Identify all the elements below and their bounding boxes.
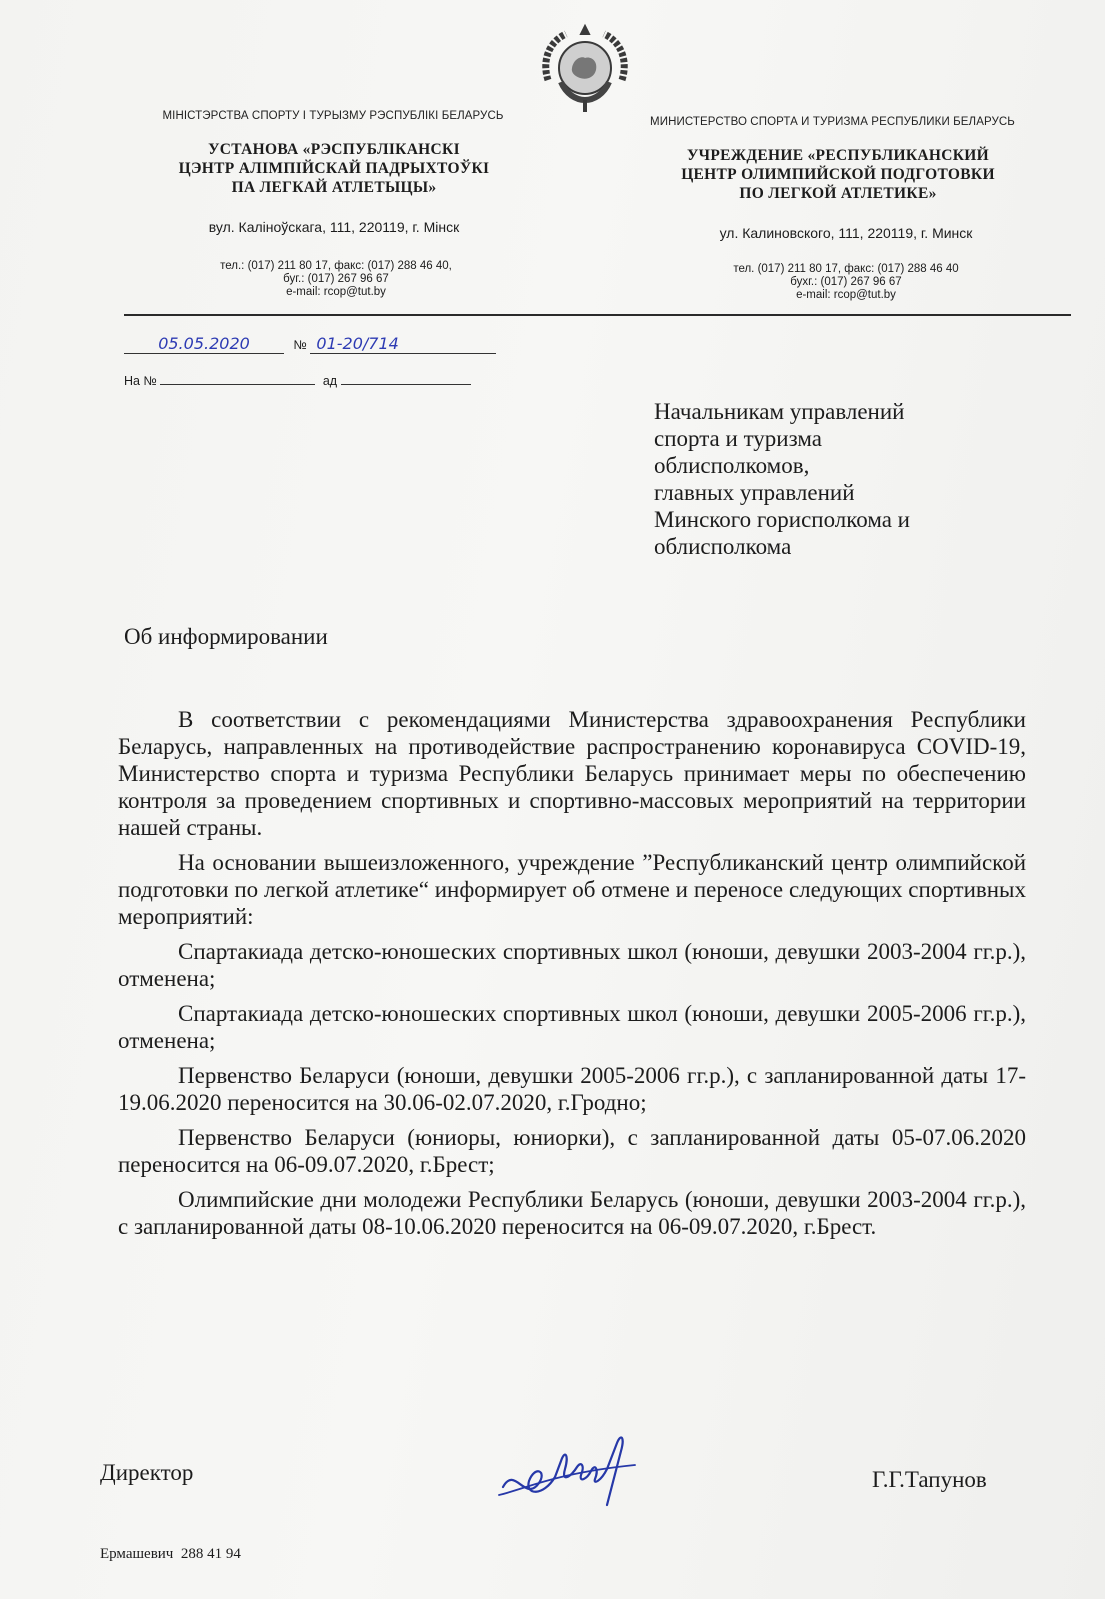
right-ministry-name: МИНИСТЕРСТВО СПОРТА И ТУРИЗМА РЕСПУБЛИКИ БЕЛАРУСЬ <box>650 116 1015 128</box>
recipient-line: Начальникам управлений <box>654 399 905 424</box>
right-address: ул. Калиновского, 111, 220119, г. Минск <box>719 225 973 241</box>
letter-subject: Об информировании <box>124 624 328 649</box>
recipient-block <box>654 398 1054 560</box>
reply-date-field <box>341 370 471 385</box>
left-contact-line: тел.: (017) 211 80 17, факс: (017) 288 46 40, <box>220 260 452 272</box>
left-contact-line: e-mail: rcop@tut.by <box>286 286 386 298</box>
recipient-line: Минского горисполкома и <box>654 507 910 532</box>
body-paragraph: На основании вышеизложенного, учреждение ”Республиканский центр олимпийской подготовки по легкой атлетике“ информирует об отмене и переносе следующих спортивных мероприятий: <box>118 850 1026 929</box>
body-paragraph: Спартакиада детско-юношеских спортивных школ (юноши, девушки 2005-2006 гг.р.), отменена; <box>118 1001 1026 1053</box>
date-value: 05.05.2020 <box>158 334 250 353</box>
right-contacts <box>636 263 1056 302</box>
left-address: вул. Каліноўскага, 111, 220119, г. Мінск <box>208 219 460 235</box>
header-divider <box>124 314 1071 316</box>
right-contact-line: e-mail: rcop@tut.by <box>796 289 896 301</box>
letter-body <box>118 706 1026 1240</box>
left-contact-line: буг.: (017) 267 96 67 <box>283 273 389 285</box>
recipient-line: спорта и туризма <box>654 426 822 451</box>
right-org-line: ПО ЛЕГКОЙ АТЛЕТИКЕ» <box>739 185 937 202</box>
left-org-line: УСТАНОВА «РЭСПУБЛІКАНСКІ <box>208 141 460 158</box>
right-org-line: ЦЕНТР ОЛИМПИЙСКОЙ ПОДГОТОВКИ <box>681 166 995 183</box>
right-organization-name <box>628 146 1048 203</box>
reply-from-label: ад <box>322 374 338 388</box>
handwritten-signature <box>495 1425 645 1515</box>
left-org-line: ЦЭНТР АЛІМПІЙСКАЙ ПАДРЫХТОЎКІ <box>178 160 490 177</box>
reply-label: На № <box>124 374 157 388</box>
signatory-name: Г.Г.Тапунов <box>872 1467 987 1492</box>
reply-number-field <box>160 370 315 385</box>
recipient-line: облисполкомов, <box>654 453 810 478</box>
body-paragraph: Спартакиада детско-юношеских спортивных школ (юноши, девушки 2003-2004 гг.р.), отменена; <box>118 939 1026 991</box>
executor-contact: Ермашевич 288 41 94 <box>100 1546 241 1562</box>
signature-position: Директор <box>100 1460 194 1485</box>
number-field <box>310 334 496 354</box>
body-paragraph: В соответствии с рекомендациями Министерства здравоохранения Республики Беларусь, направленных на противодействие распространению коронавируса COVID-19, Министерство спорта и туризма Республики Беларусь принимает меры по обеспечению контроля за проведением спортивных и спортивно-массовых мероприятий на территории нашей страны. <box>118 707 1026 840</box>
date-field <box>124 334 284 354</box>
reply-line <box>124 370 504 388</box>
left-ministry-name: МІНІСТЭРСТВА СПОРТУ І ТУРЫЗМУ РЭСПУБЛІКІ БЕЛАРУСЬ <box>162 110 504 122</box>
left-contacts <box>124 260 548 299</box>
number-value: 01-20/714 <box>316 334 399 353</box>
body-paragraph: Первенство Беларуси (юниоры, юниорки), с запланированной даты 05-07.06.2020 переносится на 06-09.07.2020, г.Брест; <box>118 1125 1026 1177</box>
right-org-line: УЧРЕЖДЕНИЕ «РЕСПУБЛИКАНСКИЙ <box>687 147 989 164</box>
right-contact-line: тел. (017) 211 80 17, факс: (017) 288 46 40 <box>733 263 959 275</box>
recipient-line: главных управлений <box>654 480 855 505</box>
state-emblem-icon <box>536 22 634 116</box>
registration-line <box>124 334 504 354</box>
recipient-line: облисполкома <box>654 534 792 559</box>
left-organization-name <box>124 140 544 197</box>
body-paragraph: Первенство Беларуси (юноши, девушки 2005-2006 гг.р.), с запланированной даты 17-19.06.2020 переносится на 30.06-02.07.2020, г.Гродно; <box>118 1063 1026 1115</box>
left-org-line: ПА ЛЕГКАЙ АТЛЕТЫЦЫ» <box>231 179 437 196</box>
body-paragraph: Олимпийские дни молодежи Республики Беларусь (юноши, девушки 2003-2004 гг.р.), с запланированной даты 08-10.06.2020 переносится на 06-09.07.2020, г.Брест. <box>118 1187 1026 1239</box>
right-contact-line: бухг.: (017) 267 96 67 <box>790 276 902 288</box>
number-label: № <box>293 338 307 352</box>
